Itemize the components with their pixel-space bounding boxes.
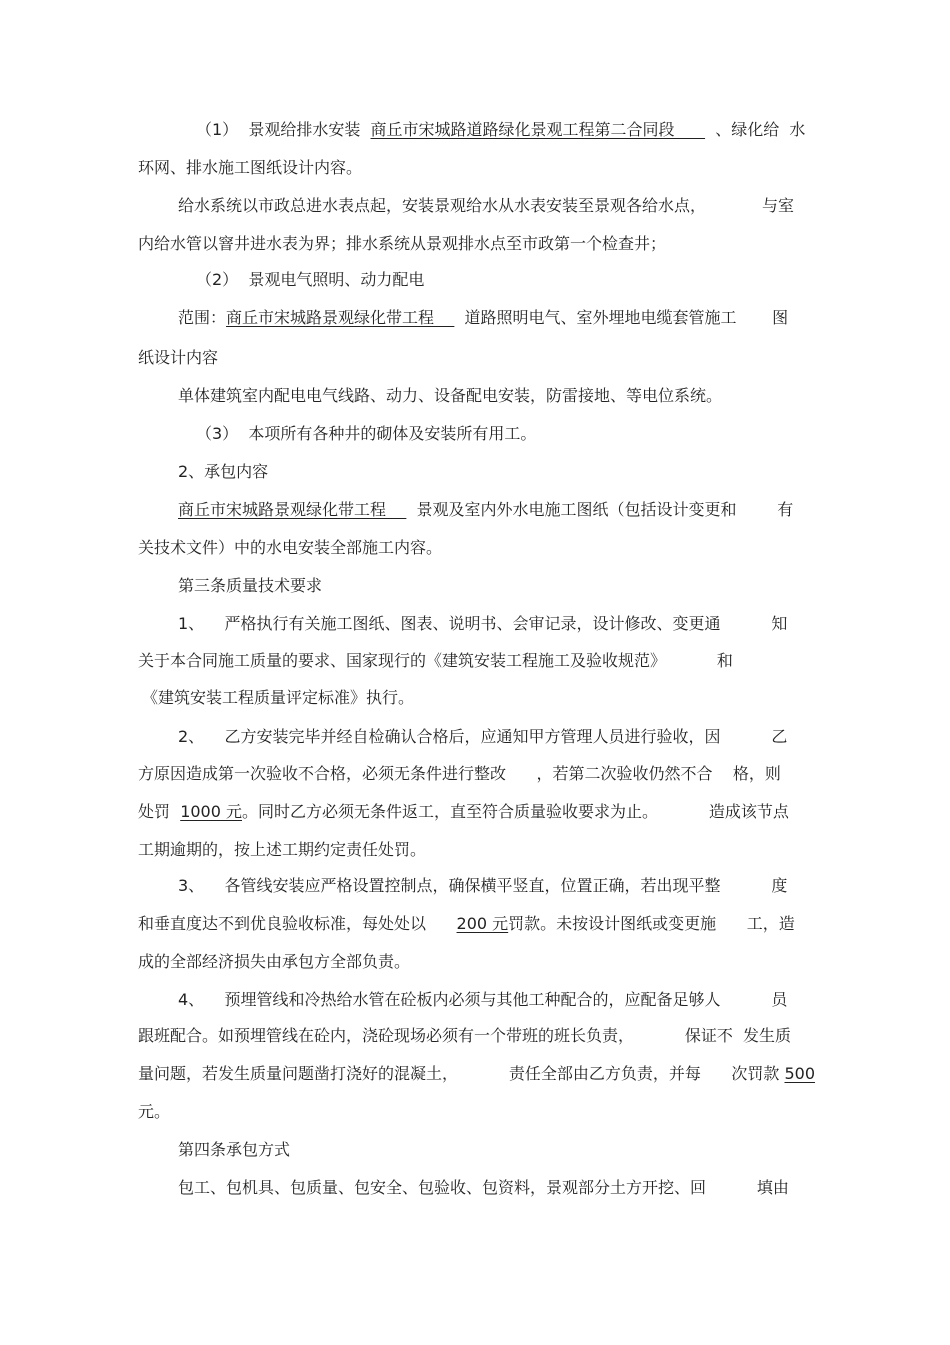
penalty-amount: 500 <box>784 1064 816 1083</box>
section-heading: 第三条质量技术要求 <box>178 576 323 595</box>
text-line: 商丘市宋城路景观绿化带工程 景观及室内外水电施工图纸（包括设计变更和 有 <box>178 500 794 519</box>
text-line: 方原因造成第一次验收不合格，必须无条件进行整改 ，若第二次验收仍然不合 格，则 <box>138 764 781 783</box>
penalty-amount: 1000 元 <box>180 802 242 821</box>
text-line: 3、 各管线安装应严格设置控制点，确保横平竖直，位置正确，若出现平整 度 <box>178 876 788 895</box>
text-line: 量问题，若发生质量问题凿打浇好的混凝土， 责任全部由乙方负责，并每 次罚款 500 <box>138 1064 816 1083</box>
text-line: 元。 <box>138 1102 171 1121</box>
text-line: 关于本合同施工质量的要求、国家现行的《建筑安装工程施工及验收规范》 和 <box>138 651 733 670</box>
clause-item-1: （1） 景观给排水安装 商丘市宋城路道路绿化景观工程第二合同段 、绿化给 水 <box>196 120 806 139</box>
project-name-field: 商丘市宋城路景观绿化带工程 <box>178 500 407 519</box>
project-name-field: 商丘市宋城路景观绿化带工程 <box>226 308 455 327</box>
section-heading: 第四条承包方式 <box>178 1140 291 1159</box>
text-line: 工期逾期的，按上述工期约定责任处罚。 <box>138 840 427 859</box>
text-line: 单体建筑室内配电电气线路、动力、设备配电安装，防雷接地、等电位系统。 <box>178 386 723 405</box>
section-heading: 2、承包内容 <box>178 462 269 481</box>
text-line: 《建筑安装工程质量评定标准》执行。 <box>142 688 415 707</box>
text-line: 和垂直度达不到优良验收标准，每处处以 200 元罚款。未按设计图纸或变更施 工，造 <box>138 914 795 933</box>
text-line: 处罚 1000 元。同时乙方必须无条件返工，直至符合质量验收要求为止。 造成该节点 <box>138 802 789 821</box>
text-line: 1、 严格执行有关施工图纸、图表、说明书、会审记录，设计修改、变更通 知 <box>178 614 788 633</box>
text-line: 给水系统以市政总进水表点起，安装景观给水从水表安装至景观各给水点， 与室 <box>178 196 794 215</box>
scope-line: 范围：商丘市宋城路景观绿化带工程 道路照明电气、室外埋地电缆套管施工 图 <box>178 308 789 327</box>
project-name-link: 商丘市宋城路道路绿化景观工程第二合同段 <box>370 120 706 139</box>
text-line: 成的全部经济损失由承包方全部负责。 <box>138 952 411 971</box>
text-line: 跟班配合。如预埋管线在砼内，浇砼现场必须有一个带班的班长负责， 保证不 发生质 <box>138 1026 792 1045</box>
text-line: 4、 预埋管线和冷热给水管在砼板内必须与其他工种配合的，应配备足够人 员 <box>178 990 788 1009</box>
clause-item-2: （2） 景观电气照明、动力配电 <box>196 270 425 289</box>
text-line: 内给水管以窨井进水表为界；排水系统从景观排水点至市政第一个检查井； <box>138 234 667 253</box>
penalty-amount: 200 元 <box>456 914 509 933</box>
text-line: 2、 乙方安装完毕并经自检确认合格后，应通知甲方管理人员进行验收，因 乙 <box>178 727 788 746</box>
text-line: 纸设计内容 <box>138 348 219 367</box>
text-line: 包工、包机具、包质量、包安全、包验收、包资料，景观部分土方开挖、回 填由 <box>178 1178 789 1197</box>
clause-item-3: （3） 本项所有各种井的砌体及安装所有用工。 <box>196 424 537 443</box>
text-line: 环网、排水施工图纸设计内容。 <box>138 158 363 177</box>
text-line: 关技术文件）中的水电安装全部施工内容。 <box>138 538 443 557</box>
